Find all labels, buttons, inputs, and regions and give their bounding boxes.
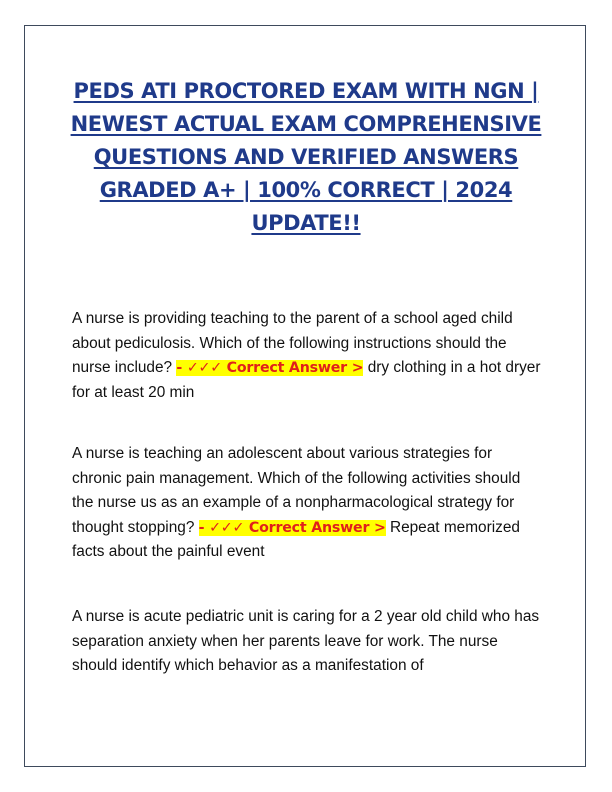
question-block (72, 307, 542, 405)
document-title: PEDS ATI PROCTORED EXAM WITH NGN | NEWEST ACTUAL EXAM COMPREHENSIVE QUESTIONS AND VERIFIED ANSWERS GRADED A+ | 100% CORRECT | 2024 UPDATE!! (70, 79, 542, 235)
answer-text: dry clothing in a hot dryer for at least 20 min (72, 359, 541, 401)
correct-answer-marker: - ✓✓✓ Correct Answer > (198, 519, 386, 536)
question-text: A nurse is providing teaching to the parent of a school aged child about pediculosis. Which of the following instructions should the nurse include? (72, 310, 513, 376)
correct-answer-marker: - ✓✓✓ Correct Answer > (176, 360, 364, 376)
answer-text: Repeat memorized facts about the painful event (72, 518, 520, 560)
question-block (72, 442, 542, 565)
question-block (72, 605, 542, 679)
question-text: A nurse is acute pediatric unit is caring for a 2 year old child who has separation anxiety when her parents leave for work. The nurse should identify which behavior as a manifestation of (72, 608, 540, 674)
question-text: A nurse is teaching an adolescent about various strategies for chronic pain management. Which of the following activities should the nurse us as an example of a nonpharmacological strategy for thought stopping? (72, 445, 521, 536)
